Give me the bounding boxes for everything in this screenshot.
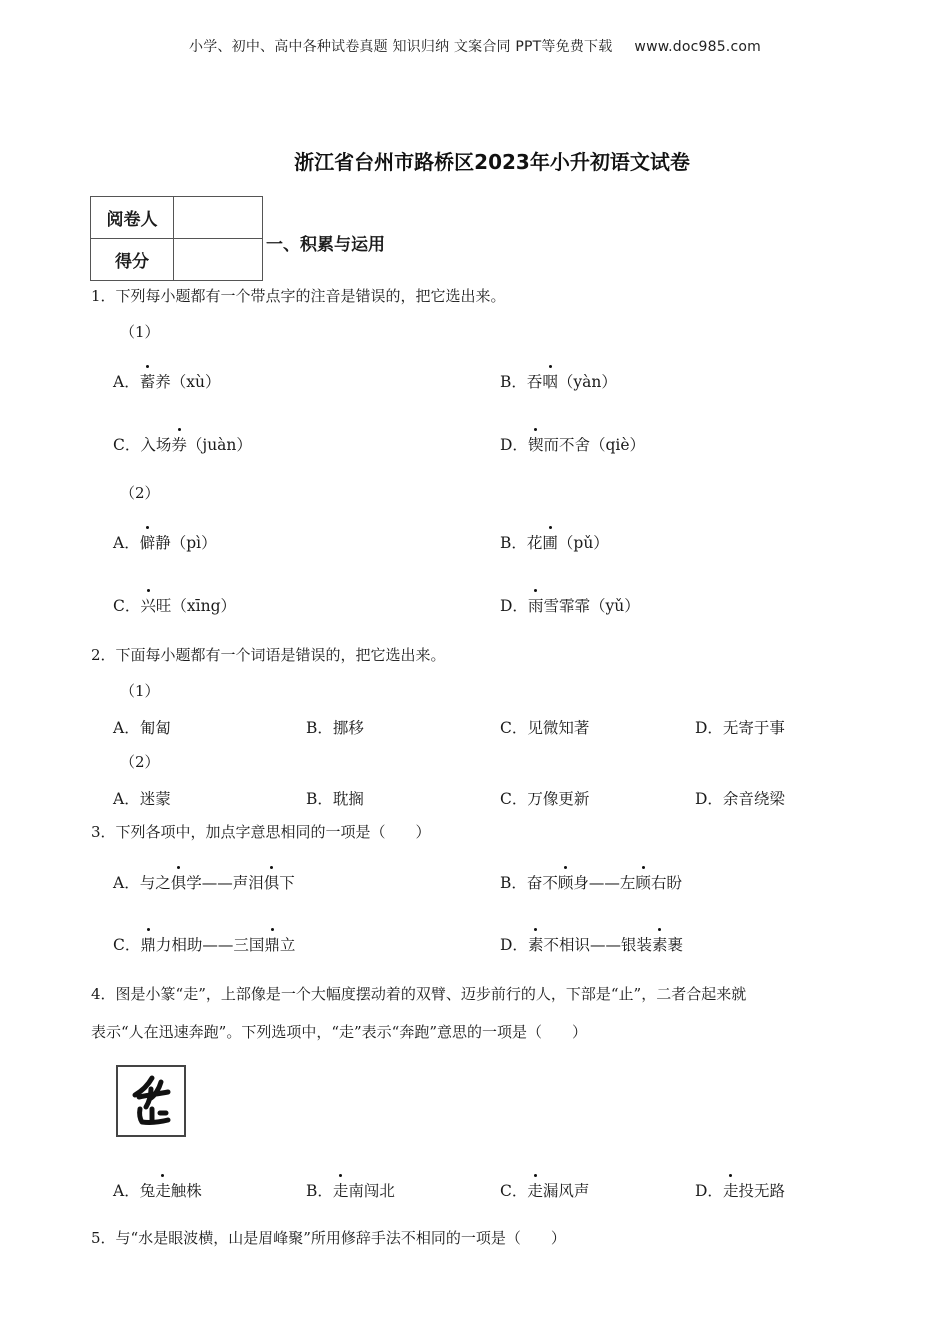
question-1-stem: 1．下列每小题都有一个带点字的注音是错误的，把它选出来。 [91,287,506,305]
header-text: 小学、初中、高中各种试卷真题 知识归纳 文案合同 PPT等免费下载 [189,39,613,55]
q3-option-a[interactable] [113,871,295,893]
q2-p2-option-b[interactable]: B．耽搁 [306,790,364,808]
option-text: 雪霏霏（yǔ） [543,597,640,615]
exam-title: 浙江省台州市路桥区2023年小升初语文试卷 [294,150,690,174]
dotted-char: 兴 [140,594,156,616]
dotted-char: 俱 [264,871,280,893]
dotted-char: 锲 [528,433,544,455]
option-text: 力相助——三国 [155,936,265,954]
option-text: 裹 [667,936,683,954]
dotted-char: 素 [528,933,544,955]
score-label: 得分 [91,239,174,281]
option-text: 旺（xīng） [155,597,236,615]
dotted-char: 鼎 [140,933,156,955]
dotted-char: 素 [652,933,668,955]
option-text: 右盼 [650,874,682,892]
option-text: 不相识——银装 [543,936,652,954]
q1-part1-label: （1） [120,323,160,341]
option-text: 漏风声 [542,1182,590,1200]
option-text: 而不舍（qiè） [543,436,646,454]
option-text: 身——左 [573,874,636,892]
q4-option-b[interactable] [306,1179,395,1201]
dotted-char: 圃 [542,531,558,553]
option-text: D． [500,936,528,954]
option-text: B．奋不 [500,874,558,892]
q1-p2-option-d[interactable] [500,594,640,616]
seal-script-zou-glyph [118,1067,184,1135]
option-text: 投无路 [738,1182,785,1200]
dotted-char: 僻 [140,531,156,553]
option-prefix: C． [113,597,141,615]
option-text: （pǔ） [557,534,609,552]
page-header [0,36,950,56]
q2-part2-label: （2） [120,753,160,771]
q1-part2-label: （2） [120,484,160,502]
q3-option-c[interactable] [113,933,295,955]
option-prefix: B．吞 [500,373,543,391]
dotted-char: 雨 [528,594,544,616]
q1-p2-option-b[interactable] [500,531,609,553]
option-text: 触株 [170,1182,202,1200]
dotted-char: 走 [333,1179,349,1201]
option-prefix: D． [695,1182,723,1200]
dotted-char: 俱 [171,871,187,893]
q1-p1-option-b[interactable] [500,370,617,392]
dotted-char: 走 [527,1179,543,1201]
q4-option-c[interactable] [500,1179,589,1201]
option-text: 养（xù） [155,373,221,391]
dotted-char: 鼎 [264,933,280,955]
option-text: （yàn） [557,373,617,391]
option-prefix: C．入场 [113,436,172,454]
q1-p2-option-c[interactable] [113,594,236,616]
option-prefix: D． [500,436,528,454]
option-text: （juàn） [186,436,252,454]
option-text: 立 [279,936,296,954]
score-cell [174,239,263,281]
reviewer-cell [174,197,263,239]
header-url[interactable]: www.doc985.com [634,39,761,55]
option-prefix: A．兔 [113,1182,156,1200]
q2-part1-label: （1） [120,682,160,700]
option-prefix: A． [113,534,140,552]
q1-p1-option-c[interactable] [113,433,252,455]
option-text: 学——声泪 [186,874,264,892]
q2-p2-option-a[interactable]: A．迷蒙 [113,790,171,808]
option-prefix: C． [500,1182,528,1200]
q4-option-a[interactable] [113,1179,202,1201]
q2-p2-option-c[interactable]: C．万像更新 [500,790,590,808]
q2-p1-option-b[interactable]: B．挪移 [306,719,364,737]
dotted-char: 顾 [635,871,651,893]
q1-p2-option-a[interactable] [113,531,217,553]
seal-script-zou-image [116,1065,186,1137]
option-text: 下 [279,874,295,892]
section-heading: 一、积累与运用 [266,235,385,255]
dotted-char: 券 [171,433,187,455]
q3-option-b[interactable] [500,871,682,893]
q2-p1-option-c[interactable]: C．见微知著 [500,719,590,737]
question-4-stem-line2: 表示“人在迅速奔跑”。下列选项中，“走”表示“奔跑”意思的一项是（ ） [91,1023,588,1041]
dotted-char: 走 [155,1179,171,1201]
option-prefix: B．花 [500,534,543,552]
question-4-stem-line1: 4．图是小篆“走”，上部像是一个大幅度摆动着的双臂、迈步前行的人，下部是“止”，二者合起来就 [91,985,747,1003]
score-table [90,196,263,281]
q4-option-d[interactable] [695,1179,785,1201]
q2-p1-option-d[interactable]: D．无寄于事 [695,719,785,737]
option-prefix: A． [113,373,140,391]
option-text: C． [113,936,141,954]
option-prefix: D． [500,597,528,615]
question-3-stem: 3．下列各项中，加点字意思相同的一项是（ ） [91,823,431,841]
option-text: 静（pì） [155,534,217,552]
option-text: A．与之 [113,874,171,892]
option-text: 南闯北 [348,1182,395,1200]
question-2-stem: 2．下面每小题都有一个词语是错误的，把它选出来。 [91,646,446,664]
q2-p2-option-d[interactable]: D．余音绕梁 [695,790,785,808]
dotted-char: 顾 [558,871,574,893]
q3-option-d[interactable] [500,933,683,955]
q1-p1-option-a[interactable] [113,370,220,392]
question-5-stem: 5．与“水是眼波横，山是眉峰聚”所用修辞手法不相同的一项是（ ） [91,1229,566,1247]
dotted-char: 蓄 [140,370,156,392]
option-prefix: B． [306,1182,333,1200]
q2-p1-option-a[interactable]: A．匍匐 [113,719,171,737]
dotted-char: 走 [723,1179,739,1201]
q1-p1-option-d[interactable] [500,433,645,455]
dotted-char: 咽 [542,370,558,392]
reviewer-label: 阅卷人 [91,197,174,239]
